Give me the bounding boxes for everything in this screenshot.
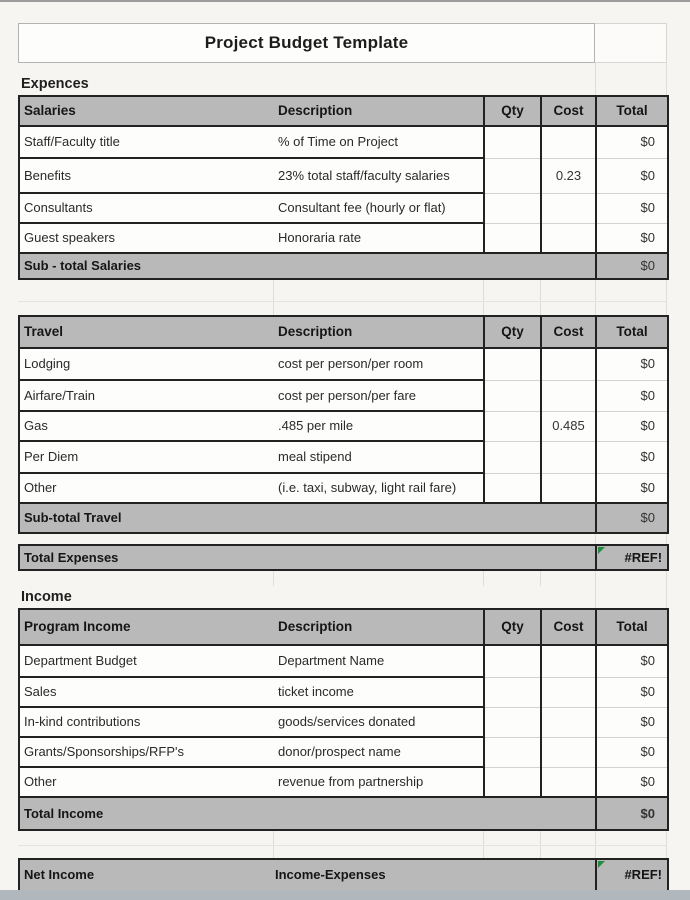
qty-cell: [484, 411, 541, 441]
travel-table: [18, 315, 669, 534]
row-label-cell: Other: [19, 767, 274, 797]
column-header-qty: Qty: [484, 609, 541, 645]
gridline: [595, 534, 596, 544]
total-income-row: [19, 797, 668, 830]
gridline: [666, 571, 667, 586]
table-row: [19, 441, 668, 473]
spacer: [18, 534, 667, 544]
spacer: [18, 280, 667, 315]
qty-cell: [484, 737, 541, 767]
title-side-cell: [595, 23, 667, 63]
gridline: [666, 280, 667, 315]
column-header-qty: Qty: [484, 316, 541, 348]
error-indicator-triangle: [598, 861, 605, 868]
gridline: [483, 571, 484, 586]
gridline: [18, 845, 666, 846]
cost-cell: [541, 223, 596, 253]
cost-cell: [541, 441, 596, 473]
column-header-description: Description: [274, 96, 484, 126]
qty-cell: [484, 473, 541, 503]
income-header-row: [19, 609, 668, 645]
table-row: [19, 223, 668, 253]
column-header-total: Total: [596, 96, 668, 126]
row-description-cell: cost per person/per room: [274, 348, 484, 380]
table-row: [19, 348, 668, 380]
cost-cell: [541, 645, 596, 677]
row-description-cell: goods/services donated: [274, 707, 484, 737]
error-indicator-triangle: [598, 547, 605, 554]
table-row: [19, 126, 668, 158]
subtotal-row: [19, 503, 668, 533]
gridline: [666, 831, 667, 858]
subtotal-total-cell: $0: [596, 253, 668, 279]
cost-cell: [541, 126, 596, 158]
row-label-cell: Sales: [19, 677, 274, 707]
title-row: [18, 23, 667, 63]
expenses-section-row: [18, 63, 667, 95]
gridline: [595, 63, 596, 95]
qty-cell: [484, 645, 541, 677]
page-title: Project Budget Template: [18, 23, 595, 63]
total-cell: $0: [596, 677, 668, 707]
qty-cell: [484, 158, 541, 193]
row-description-cell: Honoraria rate: [274, 223, 484, 253]
table-row: [19, 645, 668, 677]
total-income-value-cell: $0: [596, 797, 668, 830]
net-income-value-cell: [596, 859, 668, 891]
row-label-cell: Benefits: [19, 158, 274, 193]
total-income-label-cell: Total Income: [19, 797, 596, 830]
cost-cell: [541, 193, 596, 223]
salaries-header-row: [19, 96, 668, 126]
income-section-label: Income: [21, 589, 72, 605]
income-section-row: [18, 586, 667, 608]
cost-cell: [541, 767, 596, 797]
column-header-cost: Cost: [541, 609, 596, 645]
row-label-cell: Gas: [19, 411, 274, 441]
total-cell: $0: [596, 411, 668, 441]
column-header-travel: Travel: [19, 316, 274, 348]
row-description-cell: 23% total staff/faculty salaries: [274, 158, 484, 193]
table-row: [19, 411, 668, 441]
row-description-cell: (i.e. taxi, subway, light rail fare): [274, 473, 484, 503]
qty-cell: [484, 126, 541, 158]
total-expenses-table: [18, 544, 669, 571]
table-row: [19, 737, 668, 767]
error-value: #REF!: [624, 867, 663, 883]
total-cell: $0: [596, 193, 668, 223]
total-expenses-value-cell: [596, 545, 668, 570]
qty-cell: [484, 767, 541, 797]
gridline: [595, 280, 596, 315]
row-label-cell: Department Budget: [19, 645, 274, 677]
gridline: [540, 280, 541, 315]
column-header-description: Description: [274, 316, 484, 348]
row-label-cell: In-kind contributions: [19, 707, 274, 737]
row-label-cell: Consultants: [19, 193, 274, 223]
gridline: [18, 301, 666, 302]
spacer: [18, 571, 667, 586]
gridline: [666, 534, 667, 544]
column-header-total: Total: [596, 316, 668, 348]
cost-cell: [541, 473, 596, 503]
expenses-section-label: Expences: [21, 76, 89, 92]
gridline: [595, 571, 596, 586]
row-description-cell: % of Time on Project: [274, 126, 484, 158]
table-row: [19, 158, 668, 193]
column-header-total: Total: [596, 609, 668, 645]
gridline: [273, 571, 274, 586]
gridline: [595, 586, 596, 608]
row-description-cell: ticket income: [274, 677, 484, 707]
spacer: [18, 831, 667, 858]
table-row: [19, 677, 668, 707]
cost-cell: [541, 707, 596, 737]
table-row: [19, 193, 668, 223]
column-header-qty: Qty: [484, 96, 541, 126]
subtotal-label-cell: Sub - total Salaries: [19, 253, 596, 279]
net-income-label: Net Income: [24, 867, 95, 883]
table-row: [19, 707, 668, 737]
qty-cell: [484, 380, 541, 411]
row-label-cell: Other: [19, 473, 274, 503]
row-label-cell: Lodging: [19, 348, 274, 380]
cost-cell: [541, 677, 596, 707]
total-expenses-label-cell: Total Expenses: [19, 545, 596, 570]
row-label-cell: Airfare/Train: [19, 380, 274, 411]
row-description-cell: donor/prospect name: [274, 737, 484, 767]
income-table: [18, 608, 669, 831]
qty-cell: [484, 223, 541, 253]
row-label-cell: Grants/Sponsorships/RFP's: [19, 737, 274, 767]
gridline: [483, 280, 484, 315]
total-cell: $0: [596, 645, 668, 677]
total-cell: $0: [596, 707, 668, 737]
subtotal-total-cell: $0: [596, 503, 668, 533]
row-description-cell: meal stipend: [274, 441, 484, 473]
row-description-cell: revenue from partnership: [274, 767, 484, 797]
qty-cell: [484, 193, 541, 223]
total-cell: $0: [596, 158, 668, 193]
budget-sheet: [18, 2, 667, 892]
row-description-cell: Department Name: [274, 645, 484, 677]
total-cell: $0: [596, 223, 668, 253]
gridline: [540, 571, 541, 586]
gridline: [666, 63, 667, 95]
column-header-cost: Cost: [541, 316, 596, 348]
column-header-description: Description: [274, 609, 484, 645]
total-cell: $0: [596, 126, 668, 158]
table-row: [19, 473, 668, 503]
qty-cell: [484, 441, 541, 473]
net-income-table: [18, 858, 669, 892]
row-label-cell: Guest speakers: [19, 223, 274, 253]
row-description-cell: cost per person/per fare: [274, 380, 484, 411]
page-bottom-edge: [0, 890, 690, 900]
subtotal-row: [19, 253, 668, 279]
gridline: [666, 586, 667, 608]
column-header-cost: Cost: [541, 96, 596, 126]
row-description-cell: .485 per mile: [274, 411, 484, 441]
cost-cell: [541, 348, 596, 380]
row-description-cell: Consultant fee (hourly or flat): [274, 193, 484, 223]
total-cell: $0: [596, 380, 668, 411]
salaries-table: [18, 95, 669, 280]
gridline: [273, 280, 274, 315]
net-income-row: [19, 859, 668, 891]
cost-cell: [541, 737, 596, 767]
qty-cell: [484, 677, 541, 707]
table-row: [19, 767, 668, 797]
spacer: [18, 2, 667, 23]
cost-cell: [541, 380, 596, 411]
subtotal-label-cell: Sub-total Travel: [19, 503, 596, 533]
travel-header-row: [19, 316, 668, 348]
row-label-cell: Per Diem: [19, 441, 274, 473]
total-cell: $0: [596, 767, 668, 797]
cost-cell: 0.23: [541, 158, 596, 193]
row-label-cell: Staff/Faculty title: [19, 126, 274, 158]
table-row: [19, 380, 668, 411]
cost-cell: 0.485: [541, 411, 596, 441]
column-header-program-income: Program Income: [19, 609, 274, 645]
error-value: #REF!: [624, 549, 663, 565]
column-header-salaries: Salaries: [19, 96, 274, 126]
qty-cell: [484, 348, 541, 380]
total-cell: $0: [596, 441, 668, 473]
total-cell: $0: [596, 348, 668, 380]
net-income-label-cell: [19, 859, 596, 891]
qty-cell: [484, 707, 541, 737]
total-cell: $0: [596, 737, 668, 767]
net-income-formula-label: Income-Expenses: [275, 867, 386, 883]
total-cell: $0: [596, 473, 668, 503]
total-expenses-row: [19, 545, 668, 570]
